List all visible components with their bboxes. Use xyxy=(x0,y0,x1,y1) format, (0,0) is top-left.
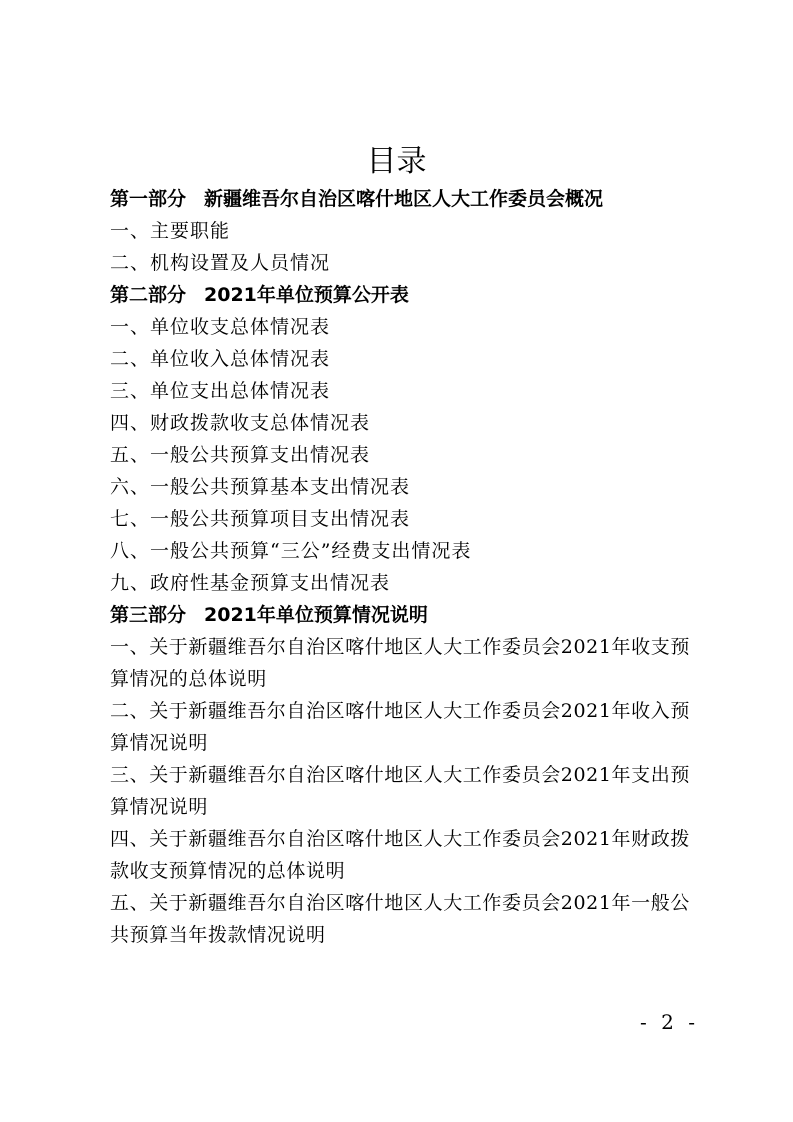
toc-item[interactable]: 二、单位收入总体情况表 xyxy=(110,348,331,370)
toc-item[interactable]: 二、关于新疆维吾尔自治区喀什地区人大工作委员会2021年收入预算情况说明 xyxy=(110,700,690,754)
part3-heading-text: 2021年单位预算情况说明 xyxy=(204,604,428,626)
part2-heading-label: 第二部分 xyxy=(110,284,187,306)
toc-item[interactable]: 五、关于新疆维吾尔自治区喀什地区人大工作委员会2021年一般公共预算当年拨款情况说明 xyxy=(110,892,690,946)
part3-heading-label: 第三部分 xyxy=(110,604,187,626)
toc-item[interactable]: 二、机构设置及人员情况 xyxy=(110,252,331,274)
toc-item[interactable]: 七、一般公共预算项目支出情况表 xyxy=(110,508,411,530)
toc-item[interactable]: 一、关于新疆维吾尔自治区喀什地区人大工作委员会2021年收支预算情况的总体说明 xyxy=(110,636,690,690)
page-number: - 2 - xyxy=(640,1010,699,1034)
toc-item[interactable]: 六、一般公共预算基本支出情况表 xyxy=(110,476,411,498)
page-title: 目录 xyxy=(366,144,427,179)
toc-item[interactable]: 一、单位收支总体情况表 xyxy=(110,316,331,338)
toc-item[interactable]: 九、政府性基金预算支出情况表 xyxy=(110,572,391,594)
toc-item[interactable]: 四、财政拨款收支总体情况表 xyxy=(110,412,371,434)
part3-heading[interactable] xyxy=(110,599,700,631)
toc-item[interactable]: 五、一般公共预算支出情况表 xyxy=(110,444,371,466)
toc-item[interactable]: 一、主要职能 xyxy=(110,220,231,242)
part1-heading[interactable] xyxy=(110,183,700,215)
toc-item[interactable]: 三、单位支出总体情况表 xyxy=(110,380,331,402)
part1-heading-label: 第一部分 xyxy=(110,188,187,210)
part1-heading-text: 新疆维吾尔自治区喀什地区人大工作委员会概况 xyxy=(204,188,604,210)
part2-heading[interactable] xyxy=(110,279,700,311)
table-of-contents xyxy=(110,183,700,951)
toc-item[interactable]: 三、关于新疆维吾尔自治区喀什地区人大工作委员会2021年支出预算情况说明 xyxy=(110,764,690,818)
part2-heading-text: 2021年单位预算公开表 xyxy=(204,284,409,306)
toc-item[interactable]: 八、一般公共预算“三公”经费支出情况表 xyxy=(110,540,472,562)
toc-item[interactable]: 四、关于新疆维吾尔自治区喀什地区人大工作委员会2021年财政拨款收支预算情况的总体说明 xyxy=(110,828,690,882)
